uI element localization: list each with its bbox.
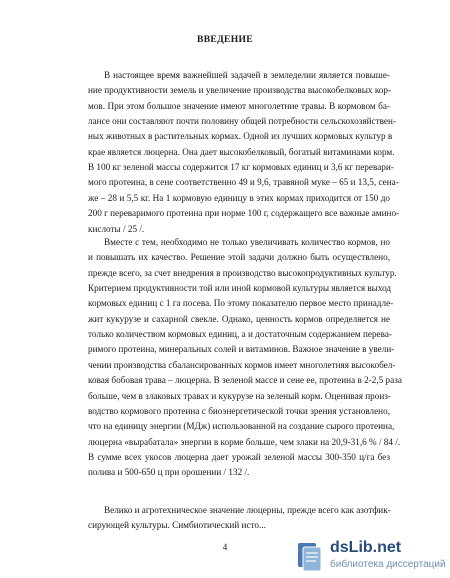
text-line: Велико и агротехническое значение люцерны, прежде всего как азотфик-: [104, 505, 391, 515]
text-line: ковая бобовая трава – люцерна. В зеленой массе и сене ее, протеина в 2-2,5 раза: [88, 375, 402, 386]
text-line: ние продуктивности земель и увеличение производства высокобелковых кор-: [88, 85, 392, 96]
text-line: водство кормового протеина с биоэнергетической точки зрения установлено,: [88, 405, 390, 416]
text-line: что на единицу энергии (МДж) использованной на создание сырого протеина,: [88, 421, 395, 432]
text-line: лансе они составляют почти половину общей потребности сельскохозяйствен-: [88, 116, 396, 126]
text-line: чении производства сбалансированных кормов имеет многолетняя высокобел-: [88, 359, 396, 370]
watermark-brand: dsLib.net: [330, 539, 402, 556]
text-line: мого протеина, в сене соответственно 49 и 9,6, травяной муке – 65 и 13,5, сена-: [88, 177, 399, 188]
text-line: римого протеина, минеральных солей и витаминов. Важное значение в увели-: [88, 344, 395, 355]
text-line: прежде всего, за счет внедрения в производство высокопродуктивных культур.: [88, 267, 397, 278]
text-line: ных животных в растительных кормах. Одной из лучших кормовых культур в: [88, 131, 393, 142]
text-line: В 100 кг зеленой массы содержится 17 кг кормовых единиц и 3,6 кг перевари-: [88, 162, 394, 173]
text-line: крае является люцерна. Она дает высокобелковый, богатый витаминами корм.: [88, 146, 395, 157]
text-line: В настоящее время важнейшей задачей в земледелии является повыше-: [104, 70, 390, 80]
text-line: жит кукурузе и сахарной свекле. Однако, ценность кормов определяется не: [88, 313, 390, 324]
text-line: люцерна «вырабатала» энергии в корме больше, чем злаки на 20,9-31,6 % / 84 /.: [88, 436, 401, 447]
watermark: [294, 538, 444, 574]
text-line: Критерием продуктивности той или иной кормовой культуры является выход: [88, 283, 392, 294]
text-line: и повышать их качество. Решение этой задачи должно быть осуществлено,: [88, 252, 390, 263]
text-line: полива и 500-650 ц при орошении / 132 /.: [88, 467, 250, 478]
text-line: Вместе с тем, необходимо не только увеличивать количество кормов, но: [104, 237, 390, 247]
text-line: кормовых единиц с 1 га посева. По этому показателю первое место принадле-: [88, 298, 394, 309]
dslib-logo-icon: [294, 540, 326, 572]
text-line: В сумме всех укосов люцерна дает урожай зеленой массы 300-350 ц/га без: [88, 451, 390, 462]
text-line: 200 г переваримого протеина при норме 100 г, содержащего все важные амино-: [88, 208, 400, 219]
text-line: только количеством кормовых единиц, а и достаточным содержанием перева-: [88, 329, 392, 340]
text-line: же – 28 и 5,5 кг. На 1 кормовую единицу в этих кормах приходится от 150 до: [88, 192, 390, 203]
text-line: мов. При этом большое значение имеют многолетние травы. В кормовом ба-: [88, 100, 390, 111]
text-line: сирующей культуры. Симбиотический исто...: [88, 520, 266, 531]
page-title: ВВЕДЕНИЕ: [197, 34, 253, 45]
text-line: кислоты / 25 /.: [88, 223, 145, 234]
text-line: больше, чем в злаковых травах и кукурузе на зеленый корм. Оценивая произ-: [88, 390, 391, 401]
page-number: 4: [222, 542, 228, 552]
watermark-subtitle: библиотека диссертаций: [330, 559, 446, 570]
